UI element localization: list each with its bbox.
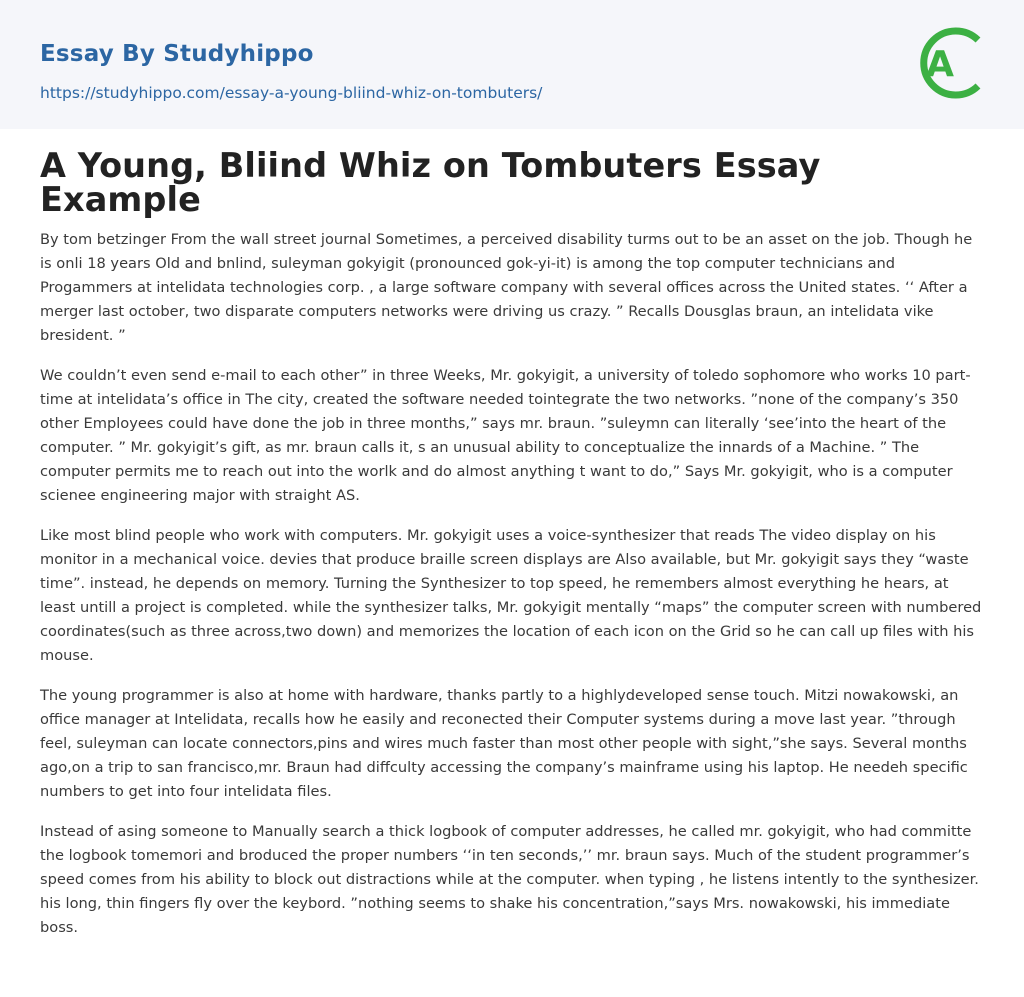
essay-title: A Young, Bliind Whiz on Tombuters Essay Example [40,146,821,219]
essay-paragraph: Instead of asing someone to Manually search a thick logbook of computer addresses, he called mr. gokyigit, who had committe the logbook tomemori and broduced the proper numbers ‘‘in ten seconds,’’ mr. braun says. Much of the student programmer’s speed comes from his ability to block out distractions while at the computer. when typing , he listens intently to the synthesizer. his long, thin fingers fly over the keybord. ”nothing seems to shake his concentration,”says Mrs. nowakowski, his immediate boss. [40,823,979,936]
essay-body [40,228,988,956]
site-header [0,0,1024,129]
essay-paragraph: Like most blind people who work with computers. Mr. gokyigit uses a voice-synthesizer that reads The video display on his monitor in a mechanical voice. devies that produce braille screen displays are Also available, but Mr. gokyigit says they “waste time”. instead, he depends on memory. Turning the Synthesizer to top speed, he remembers almost everything he hears, at least untill a project is completed. while the synthesizer talks, Mr. gokyigit mentally “maps” the computer screen with numbered coordinates(such as three across,two down) and memorizes the location of each icon on the Grid so he can call up files with his mouse. [40,527,982,664]
site-brand[interactable]: Essay By Studyhippo [40,41,314,67]
page-url-link[interactable]: https://studyhippo.com/essay-a-young-bliind-whiz-on-tombuters/ [40,84,543,102]
essay-paragraph: The young programmer is also at home with hardware, thanks partly to a highlydeveloped sense touch. Mitzi nowakowski, an office manager at Intelidata, recalls how he easily and reconected their Computer systems during a move last year. ”through feel, suleyman can locate connectors,pins and wires much faster than most other people with sight,”she says. Several months ago,on a trip to san francisco,mr. Braun had diffculty accessing the company’s mainframe using his laptop. He needeh specific numbers to get into four intelidata files. [40,687,968,800]
logo-letter: A [926,44,954,85]
studyhippo-logo-icon[interactable] [912,20,986,106]
essay-paragraph: By tom betzinger From the wall street journal Sometimes, a perceived disability turms out to be an asset on the job. Though he is onli 18 years Old and bnlind, suleyman gokyigit (pronounced gok-yi-it) is among the top computer technicians and Progammers at intelidata technologies corp. , a large software company with several offices across the United states. ‘‘ After a merger last october, two disparate computers networks were driving us crazy. ” Recalls Dousglas braun, an intelidata vike bresident. ” [40,231,973,344]
essay-paragraph: We couldn’t even send e-mail to each other” in three Weeks, Mr. gokyigit, a university of toledo sophomore who works 10 part-time at intelidata’s office in The city, created the software needed tointegrate the two networks. ”none of the company’s 350 other Employees could have done the job in three months,” says mr. braun. ”suleymn can literally ‘see’into the heart of the computer. ” Mr. gokyigit’s gift, as mr. braun calls it, s an unusual ability to conceptualize the innards of a Machine. ” The computer permits me to reach out into the worlk and do almost anything t want to do,” Says Mr. gokyigit, who is a computer scienee engineering major with straight AS. [40,367,971,504]
